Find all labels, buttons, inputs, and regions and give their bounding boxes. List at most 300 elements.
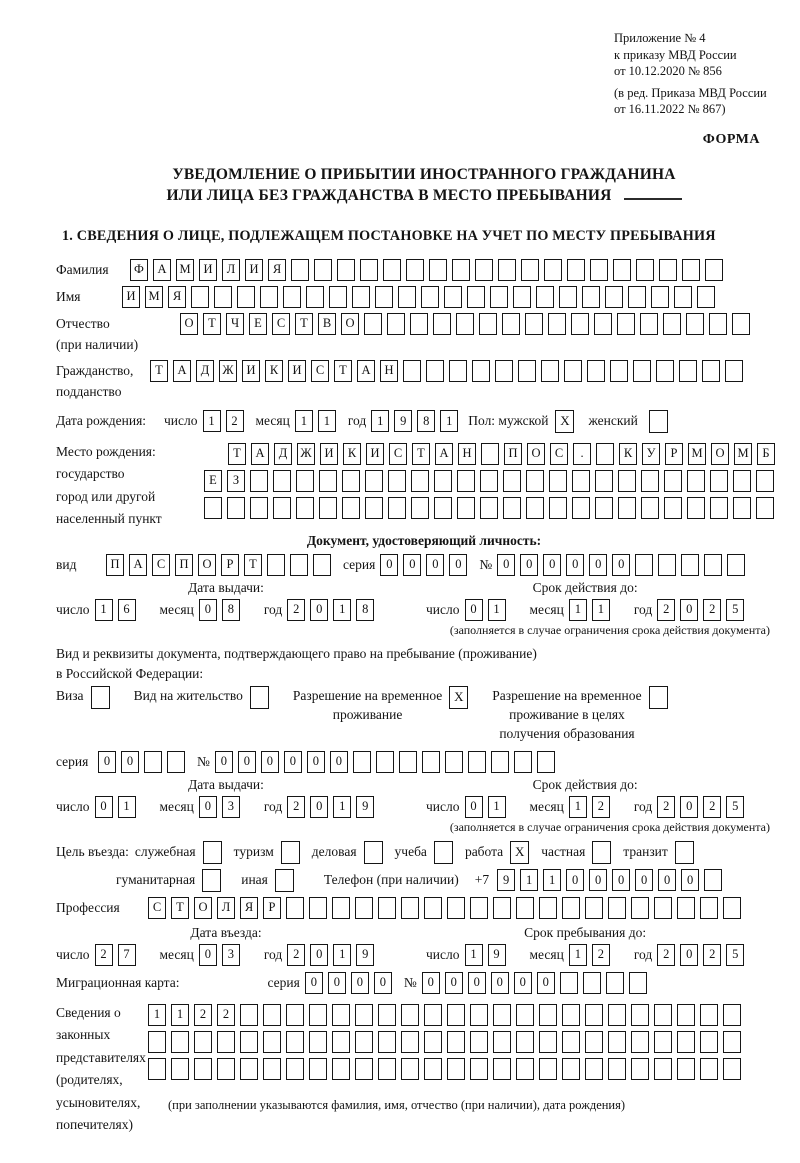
- char-box[interactable]: 1: [488, 599, 506, 621]
- char-box[interactable]: [424, 1004, 442, 1026]
- char-box[interactable]: [559, 286, 577, 308]
- char-box[interactable]: 2: [657, 599, 675, 621]
- char-box[interactable]: [444, 286, 462, 308]
- char-box[interactable]: [585, 897, 603, 919]
- char-box[interactable]: 0: [374, 972, 392, 994]
- char-box[interactable]: 1: [318, 410, 336, 432]
- char-box[interactable]: [434, 470, 452, 492]
- char-box[interactable]: [605, 286, 623, 308]
- temp-residence-education-checkbox[interactable]: [649, 686, 668, 709]
- char-box[interactable]: 1: [569, 599, 587, 621]
- char-box[interactable]: [723, 1031, 741, 1053]
- char-box[interactable]: Ч: [226, 313, 244, 335]
- char-box[interactable]: [411, 497, 429, 519]
- char-box[interactable]: [572, 470, 590, 492]
- char-box[interactable]: [608, 897, 626, 919]
- char-box[interactable]: [658, 554, 676, 576]
- char-box[interactable]: [564, 360, 582, 382]
- char-box[interactable]: [572, 497, 590, 519]
- char-box[interactable]: [296, 470, 314, 492]
- char-box[interactable]: [388, 470, 406, 492]
- char-box[interactable]: [562, 1004, 580, 1026]
- char-box[interactable]: [705, 259, 723, 281]
- char-box[interactable]: 6: [118, 599, 136, 621]
- char-box[interactable]: [606, 972, 624, 994]
- char-box[interactable]: 0: [658, 869, 676, 891]
- char-box[interactable]: Д: [274, 443, 292, 465]
- char-box[interactable]: [424, 1031, 442, 1053]
- char-box[interactable]: А: [153, 259, 171, 281]
- char-box[interactable]: Б: [757, 443, 775, 465]
- char-box[interactable]: [360, 259, 378, 281]
- char-box[interactable]: [682, 259, 700, 281]
- char-box[interactable]: 1: [333, 599, 351, 621]
- char-box[interactable]: .: [573, 443, 591, 465]
- char-box[interactable]: [421, 286, 439, 308]
- char-box[interactable]: [641, 497, 659, 519]
- char-box[interactable]: [378, 1004, 396, 1026]
- char-box[interactable]: [468, 751, 486, 773]
- char-box[interactable]: П: [106, 554, 124, 576]
- char-box[interactable]: С: [389, 443, 407, 465]
- char-box[interactable]: [217, 1031, 235, 1053]
- char-box[interactable]: 2: [592, 796, 610, 818]
- char-box[interactable]: [401, 1004, 419, 1026]
- char-box[interactable]: [516, 1058, 534, 1080]
- char-box[interactable]: [314, 259, 332, 281]
- char-box[interactable]: [635, 554, 653, 576]
- char-box[interactable]: [516, 897, 534, 919]
- char-box[interactable]: 0: [426, 554, 444, 576]
- char-box[interactable]: 9: [356, 944, 374, 966]
- char-box[interactable]: [700, 1004, 718, 1026]
- char-box[interactable]: [472, 360, 490, 382]
- char-box[interactable]: [398, 286, 416, 308]
- char-box[interactable]: [352, 286, 370, 308]
- char-box[interactable]: 0: [465, 796, 483, 818]
- char-box[interactable]: [631, 897, 649, 919]
- char-box[interactable]: [447, 1031, 465, 1053]
- char-box[interactable]: [296, 497, 314, 519]
- char-box[interactable]: [654, 1004, 672, 1026]
- char-box[interactable]: И: [245, 259, 263, 281]
- char-box[interactable]: [375, 286, 393, 308]
- char-box[interactable]: [677, 1004, 695, 1026]
- char-box[interactable]: 2: [226, 410, 244, 432]
- char-box[interactable]: [456, 313, 474, 335]
- char-box[interactable]: [191, 286, 209, 308]
- char-box[interactable]: [355, 1004, 373, 1026]
- char-box[interactable]: [434, 497, 452, 519]
- char-box[interactable]: 1: [95, 599, 113, 621]
- char-box[interactable]: [608, 1031, 626, 1053]
- char-box[interactable]: [447, 1058, 465, 1080]
- char-box[interactable]: [470, 1031, 488, 1053]
- char-box[interactable]: С: [152, 554, 170, 576]
- char-box[interactable]: 0: [95, 796, 113, 818]
- char-box[interactable]: 0: [589, 869, 607, 891]
- char-box[interactable]: [702, 360, 720, 382]
- char-box[interactable]: О: [527, 443, 545, 465]
- char-box[interactable]: [514, 751, 532, 773]
- char-box[interactable]: [587, 360, 605, 382]
- char-box[interactable]: 0: [121, 751, 139, 773]
- char-box[interactable]: 0: [98, 751, 116, 773]
- char-box[interactable]: 1: [520, 869, 538, 891]
- char-box[interactable]: [654, 897, 672, 919]
- char-box[interactable]: [306, 286, 324, 308]
- char-box[interactable]: [595, 470, 613, 492]
- char-box[interactable]: [704, 554, 722, 576]
- char-box[interactable]: 7: [118, 944, 136, 966]
- char-box[interactable]: 1: [440, 410, 458, 432]
- char-box[interactable]: [687, 497, 705, 519]
- char-box[interactable]: [337, 259, 355, 281]
- char-box[interactable]: Н: [458, 443, 476, 465]
- char-box[interactable]: [618, 470, 636, 492]
- char-box[interactable]: 0: [681, 869, 699, 891]
- char-box[interactable]: [709, 313, 727, 335]
- char-box[interactable]: 8: [356, 599, 374, 621]
- char-box[interactable]: [148, 1031, 166, 1053]
- char-box[interactable]: 2: [657, 796, 675, 818]
- char-box[interactable]: [654, 1058, 672, 1080]
- char-box[interactable]: Н: [380, 360, 398, 382]
- char-box[interactable]: 1: [569, 944, 587, 966]
- char-box[interactable]: [700, 1031, 718, 1053]
- char-box[interactable]: 0: [330, 751, 348, 773]
- char-box[interactable]: И: [288, 360, 306, 382]
- char-box[interactable]: [429, 259, 447, 281]
- char-box[interactable]: [732, 313, 750, 335]
- char-box[interactable]: [628, 286, 646, 308]
- char-box[interactable]: [260, 286, 278, 308]
- char-box[interactable]: 0: [566, 554, 584, 576]
- char-box[interactable]: [537, 751, 555, 773]
- char-box[interactable]: 0: [612, 869, 630, 891]
- char-box[interactable]: 0: [680, 796, 698, 818]
- char-box[interactable]: 0: [310, 944, 328, 966]
- char-box[interactable]: О: [341, 313, 359, 335]
- char-box[interactable]: [560, 972, 578, 994]
- char-box[interactable]: [539, 1004, 557, 1026]
- char-box[interactable]: [562, 897, 580, 919]
- char-box[interactable]: [309, 1031, 327, 1053]
- char-box[interactable]: [710, 470, 728, 492]
- char-box[interactable]: [686, 313, 704, 335]
- char-box[interactable]: 0: [468, 972, 486, 994]
- char-box[interactable]: [332, 1004, 350, 1026]
- char-box[interactable]: [479, 313, 497, 335]
- char-box[interactable]: 1: [295, 410, 313, 432]
- char-box[interactable]: П: [175, 554, 193, 576]
- char-box[interactable]: [725, 360, 743, 382]
- char-box[interactable]: [687, 470, 705, 492]
- char-box[interactable]: [309, 1004, 327, 1026]
- char-box[interactable]: [309, 1058, 327, 1080]
- char-box[interactable]: [631, 1058, 649, 1080]
- char-box[interactable]: М: [688, 443, 706, 465]
- char-box[interactable]: 0: [537, 972, 555, 994]
- char-box[interactable]: [217, 1058, 235, 1080]
- char-box[interactable]: [240, 1004, 258, 1026]
- char-box[interactable]: Л: [217, 897, 235, 919]
- char-box[interactable]: [445, 751, 463, 773]
- char-box[interactable]: 0: [284, 751, 302, 773]
- char-box[interactable]: Я: [268, 259, 286, 281]
- char-box[interactable]: [674, 286, 692, 308]
- char-box[interactable]: 1: [333, 944, 351, 966]
- char-box[interactable]: [309, 897, 327, 919]
- char-box[interactable]: [399, 751, 417, 773]
- char-box[interactable]: А: [357, 360, 375, 382]
- char-box[interactable]: [214, 286, 232, 308]
- char-box[interactable]: [513, 286, 531, 308]
- char-box[interactable]: 0: [328, 972, 346, 994]
- char-box[interactable]: Т: [334, 360, 352, 382]
- char-box[interactable]: 0: [305, 972, 323, 994]
- char-box[interactable]: [411, 470, 429, 492]
- char-box[interactable]: [365, 497, 383, 519]
- char-box[interactable]: [503, 497, 521, 519]
- purpose-study-checkbox[interactable]: [434, 841, 453, 864]
- char-box[interactable]: [364, 313, 382, 335]
- char-box[interactable]: [319, 497, 337, 519]
- char-box[interactable]: [585, 1031, 603, 1053]
- char-box[interactable]: 0: [199, 599, 217, 621]
- char-box[interactable]: [194, 1058, 212, 1080]
- char-box[interactable]: 2: [287, 599, 305, 621]
- char-box[interactable]: [571, 313, 589, 335]
- char-box[interactable]: [424, 1058, 442, 1080]
- char-box[interactable]: [313, 554, 331, 576]
- char-box[interactable]: [148, 1058, 166, 1080]
- char-box[interactable]: Ф: [130, 259, 148, 281]
- char-box[interactable]: С: [272, 313, 290, 335]
- char-box[interactable]: 1: [543, 869, 561, 891]
- char-box[interactable]: П: [504, 443, 522, 465]
- char-box[interactable]: [388, 497, 406, 519]
- char-box[interactable]: [656, 360, 674, 382]
- char-box[interactable]: К: [619, 443, 637, 465]
- char-box[interactable]: [541, 360, 559, 382]
- char-box[interactable]: [378, 1058, 396, 1080]
- char-box[interactable]: 0: [422, 972, 440, 994]
- char-box[interactable]: [526, 470, 544, 492]
- char-box[interactable]: [250, 497, 268, 519]
- char-box[interactable]: [290, 554, 308, 576]
- char-box[interactable]: [636, 259, 654, 281]
- char-box[interactable]: [452, 259, 470, 281]
- char-box[interactable]: [596, 443, 614, 465]
- char-box[interactable]: А: [173, 360, 191, 382]
- char-box[interactable]: [286, 1004, 304, 1026]
- char-box[interactable]: [544, 259, 562, 281]
- purpose-transit-checkbox[interactable]: [675, 841, 694, 864]
- char-box[interactable]: 3: [222, 944, 240, 966]
- char-box[interactable]: 0: [261, 751, 279, 773]
- char-box[interactable]: [263, 1031, 281, 1053]
- char-box[interactable]: [433, 313, 451, 335]
- char-box[interactable]: 0: [589, 554, 607, 576]
- char-box[interactable]: [590, 259, 608, 281]
- char-box[interactable]: О: [711, 443, 729, 465]
- char-box[interactable]: Л: [222, 259, 240, 281]
- char-box[interactable]: [617, 313, 635, 335]
- char-box[interactable]: К: [343, 443, 361, 465]
- char-box[interactable]: [273, 470, 291, 492]
- char-box[interactable]: 5: [726, 796, 744, 818]
- char-box[interactable]: Т: [203, 313, 221, 335]
- char-box[interactable]: [613, 259, 631, 281]
- char-box[interactable]: [521, 259, 539, 281]
- char-box[interactable]: С: [148, 897, 166, 919]
- char-box[interactable]: [329, 286, 347, 308]
- char-box[interactable]: 2: [703, 944, 721, 966]
- purpose-humanitarian-checkbox[interactable]: [202, 869, 221, 892]
- char-box[interactable]: К: [265, 360, 283, 382]
- char-box[interactable]: [273, 497, 291, 519]
- char-box[interactable]: [167, 751, 185, 773]
- char-box[interactable]: [681, 554, 699, 576]
- char-box[interactable]: Т: [244, 554, 262, 576]
- char-box[interactable]: 0: [403, 554, 421, 576]
- char-box[interactable]: [516, 1031, 534, 1053]
- char-box[interactable]: [697, 286, 715, 308]
- char-box[interactable]: [710, 497, 728, 519]
- char-box[interactable]: [447, 1004, 465, 1026]
- purpose-official-checkbox[interactable]: [203, 841, 222, 864]
- char-box[interactable]: [525, 313, 543, 335]
- char-box[interactable]: М: [145, 286, 163, 308]
- char-box[interactable]: 0: [199, 796, 217, 818]
- char-box[interactable]: [733, 470, 751, 492]
- char-box[interactable]: 2: [657, 944, 675, 966]
- char-box[interactable]: [332, 1058, 350, 1080]
- char-box[interactable]: [342, 470, 360, 492]
- char-box[interactable]: Е: [204, 470, 222, 492]
- char-box[interactable]: Т: [412, 443, 430, 465]
- char-box[interactable]: [447, 897, 465, 919]
- char-box[interactable]: [493, 897, 511, 919]
- char-box[interactable]: [493, 1058, 511, 1080]
- char-box[interactable]: [204, 497, 222, 519]
- char-box[interactable]: 1: [569, 796, 587, 818]
- char-box[interactable]: [353, 751, 371, 773]
- char-box[interactable]: [595, 497, 613, 519]
- temp-residence-checkbox[interactable]: X: [449, 686, 468, 709]
- char-box[interactable]: Т: [150, 360, 168, 382]
- char-box[interactable]: [585, 1058, 603, 1080]
- char-box[interactable]: Д: [196, 360, 214, 382]
- char-box[interactable]: Р: [665, 443, 683, 465]
- char-box[interactable]: 0: [680, 599, 698, 621]
- char-box[interactable]: 0: [635, 869, 653, 891]
- char-box[interactable]: 0: [566, 869, 584, 891]
- char-box[interactable]: [240, 1031, 258, 1053]
- char-box[interactable]: [387, 313, 405, 335]
- char-box[interactable]: [267, 554, 285, 576]
- char-box[interactable]: 1: [333, 796, 351, 818]
- char-box[interactable]: [470, 1004, 488, 1026]
- char-box[interactable]: [503, 470, 521, 492]
- visa-checkbox[interactable]: [91, 686, 110, 709]
- char-box[interactable]: А: [251, 443, 269, 465]
- char-box[interactable]: 9: [488, 944, 506, 966]
- char-box[interactable]: [677, 1058, 695, 1080]
- char-box[interactable]: У: [642, 443, 660, 465]
- char-box[interactable]: [355, 1058, 373, 1080]
- char-box[interactable]: А: [129, 554, 147, 576]
- char-box[interactable]: 1: [171, 1004, 189, 1026]
- char-box[interactable]: В: [318, 313, 336, 335]
- sex-female-checkbox[interactable]: [649, 410, 668, 433]
- char-box[interactable]: 0: [465, 599, 483, 621]
- char-box[interactable]: [549, 497, 567, 519]
- char-box[interactable]: 9: [497, 869, 515, 891]
- char-box[interactable]: [663, 313, 681, 335]
- char-box[interactable]: [378, 1031, 396, 1053]
- char-box[interactable]: [651, 286, 669, 308]
- char-box[interactable]: О: [194, 897, 212, 919]
- char-box[interactable]: [470, 897, 488, 919]
- char-box[interactable]: 1: [592, 599, 610, 621]
- char-box[interactable]: [171, 1058, 189, 1080]
- char-box[interactable]: [495, 360, 513, 382]
- char-box[interactable]: [629, 972, 647, 994]
- char-box[interactable]: 1: [371, 410, 389, 432]
- char-box[interactable]: [355, 1031, 373, 1053]
- char-box[interactable]: [481, 443, 499, 465]
- char-box[interactable]: [700, 897, 718, 919]
- char-box[interactable]: [608, 1004, 626, 1026]
- char-box[interactable]: 0: [310, 599, 328, 621]
- char-box[interactable]: [582, 286, 600, 308]
- char-box[interactable]: [618, 497, 636, 519]
- char-box[interactable]: [679, 360, 697, 382]
- char-box[interactable]: И: [199, 259, 217, 281]
- char-box[interactable]: Т: [295, 313, 313, 335]
- char-box[interactable]: [286, 1031, 304, 1053]
- char-box[interactable]: [493, 1031, 511, 1053]
- char-box[interactable]: [502, 313, 520, 335]
- purpose-work-checkbox[interactable]: X: [510, 841, 529, 864]
- char-box[interactable]: [332, 1031, 350, 1053]
- char-box[interactable]: 1: [488, 796, 506, 818]
- char-box[interactable]: [677, 897, 695, 919]
- char-box[interactable]: [659, 259, 677, 281]
- char-box[interactable]: 2: [592, 944, 610, 966]
- char-box[interactable]: [539, 1031, 557, 1053]
- char-box[interactable]: 2: [287, 944, 305, 966]
- char-box[interactable]: [240, 1058, 258, 1080]
- char-box[interactable]: [723, 1058, 741, 1080]
- char-box[interactable]: [493, 1004, 511, 1026]
- char-box[interactable]: [516, 1004, 534, 1026]
- sex-male-checkbox[interactable]: X: [555, 410, 574, 433]
- char-box[interactable]: О: [198, 554, 216, 576]
- char-box[interactable]: 3: [222, 796, 240, 818]
- char-box[interactable]: [539, 897, 557, 919]
- char-box[interactable]: [594, 313, 612, 335]
- char-box[interactable]: [585, 1004, 603, 1026]
- char-box[interactable]: [403, 360, 421, 382]
- char-box[interactable]: 0: [445, 972, 463, 994]
- char-box[interactable]: [498, 259, 516, 281]
- char-box[interactable]: [567, 259, 585, 281]
- char-box[interactable]: О: [180, 313, 198, 335]
- char-box[interactable]: Я: [240, 897, 258, 919]
